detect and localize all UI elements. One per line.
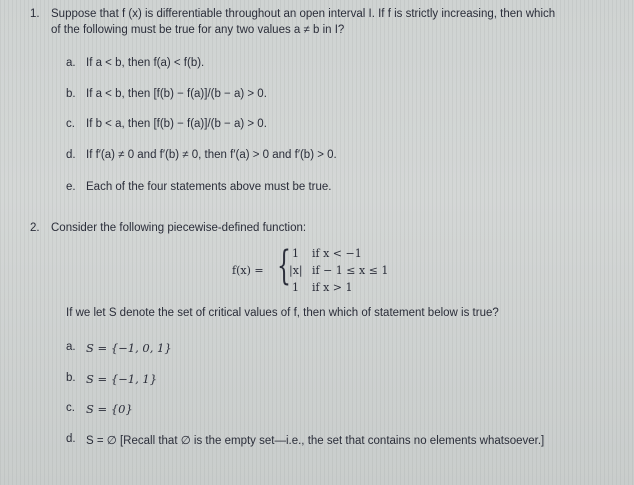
q2-option-b-text: S = {−1, 1}	[86, 372, 158, 386]
q2-option-c-text: S = {0}	[86, 402, 133, 416]
question-1-stem-line1: Suppose that f (x) is differentiable throughout an open interval I. If f is strictly increasing, then which	[51, 8, 556, 20]
piece-3-value: 1	[292, 281, 299, 294]
q1-option-e-letter: e.	[66, 181, 76, 193]
q1-option-b-letter: b.	[66, 88, 76, 100]
q2-option-a-letter: a.	[66, 341, 76, 353]
q2-option-c-letter: c.	[66, 402, 75, 414]
q1-option-d-text: If f′(a) ≠ 0 and f′(b) ≠ 0, then f′(a) > 0 and f′(b) > 0.	[86, 149, 337, 161]
q1-option-b-text: If a < b, then [f(b) − f(a)]/(b − a) > 0.	[86, 88, 267, 100]
q2-option-b-letter: b.	[66, 372, 76, 384]
question-1-number: 1.	[30, 8, 40, 20]
piece-1-value: 1	[292, 247, 299, 260]
question-2-prompt: If we let S denote the set of critical values of f, then which of statement below is true?	[66, 307, 499, 319]
q1-option-c-text: If b < a, then [f(b) − f(a)]/(b − a) > 0.	[86, 118, 267, 130]
q2-option-a-text: S = {−1, 0, 1}	[86, 341, 172, 355]
function-lhs: f(x) =	[232, 264, 264, 277]
piecewise-brace: {	[277, 243, 291, 289]
piece-1-condition: if x < −1	[312, 247, 362, 260]
q2-option-d-letter: d.	[66, 433, 76, 445]
piece-2-value: |x|	[289, 264, 303, 277]
q1-option-c-letter: c.	[66, 118, 75, 130]
question-1-stem-line2: of the following must be true for any two values a ≠ b in I?	[51, 24, 345, 36]
q1-option-a-letter: a.	[66, 57, 76, 69]
q1-option-a-text: If a < b, then f(a) < f(b).	[86, 57, 205, 69]
piece-2-condition: if − 1 ≤ x ≤ 1	[312, 264, 389, 277]
piece-3-condition: if x > 1	[312, 281, 353, 294]
question-2-stem: Consider the following piecewise-defined function:	[51, 222, 307, 234]
q1-option-e-text: Each of the four statements above must be true.	[86, 181, 332, 193]
q1-option-d-letter: d.	[66, 149, 76, 161]
q2-option-d-text: S = ∅ [Recall that ∅ is the empty set—i.e., the set that contains no elements whatsoever.]	[86, 435, 545, 447]
question-2-number: 2.	[30, 222, 40, 234]
